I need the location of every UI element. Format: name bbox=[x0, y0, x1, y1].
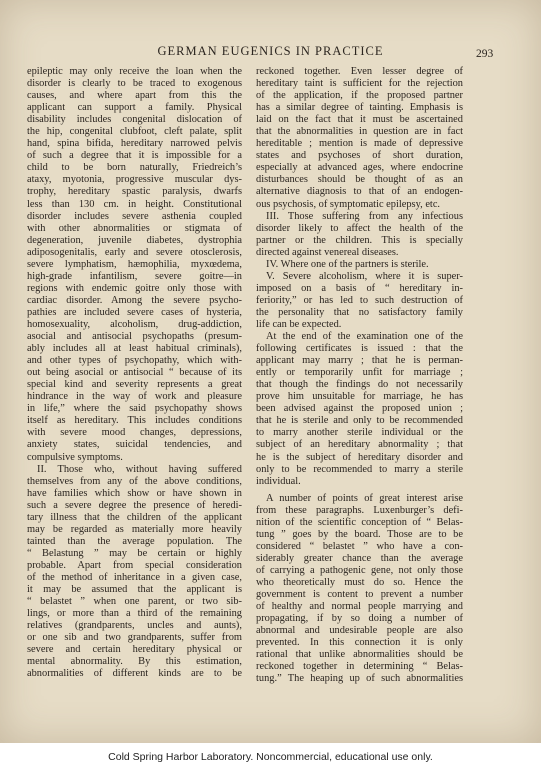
text-line: reckoned together in determining “ Belas- bbox=[256, 661, 463, 673]
text-line: ently or temporarily unfit for marriage ; bbox=[256, 367, 463, 379]
text-line: and other types of psychopathy, which with- bbox=[27, 355, 242, 367]
text-line: severe lymphatism, hæmophilia, myxœdema, bbox=[27, 258, 242, 270]
text-line: relatives (grandparents, uncles and aunts), bbox=[27, 620, 242, 632]
text-line: have families which show or have shown in bbox=[27, 487, 242, 499]
text-line: especially at advanced ages, where endocrine bbox=[256, 162, 463, 174]
text-line: regions with endemic goitre only those with bbox=[27, 282, 242, 294]
left-text-column bbox=[27, 66, 242, 680]
text-line: tainted than the average population. The bbox=[27, 535, 242, 547]
text-line: such a severe degree the presence of heredi- bbox=[27, 499, 242, 511]
text-line: anxiety states, suicidal tendencies, and bbox=[27, 439, 242, 451]
text-line: “ Belastung ” may be certain or highly bbox=[27, 547, 242, 559]
right-text-column bbox=[256, 66, 463, 685]
text-line: or one sib and two grandparents, suffer from bbox=[27, 632, 242, 644]
text-line: trophy, hereditary spastic paralysis, dwarfs bbox=[27, 186, 242, 198]
text-line: ataxy, myotonia, progressive muscular dys- bbox=[27, 174, 242, 186]
text-line: he is the subject of hereditary disorder and bbox=[256, 451, 463, 463]
text-line: following certificates is issued : that the bbox=[256, 343, 463, 355]
text-line: states and psychoses of short duration, bbox=[256, 150, 463, 162]
text-line: considered “ belastet ” who have a con- bbox=[256, 540, 463, 552]
text-line: applicant may marry ; that he is perman- bbox=[256, 355, 463, 367]
text-line: of carrying a pathogenic gene, not only those bbox=[256, 564, 463, 576]
text-line: abnormalities of different kinds are to be bbox=[27, 668, 242, 680]
text-line: cardiac disorder. Among the severe psycho- bbox=[27, 294, 242, 306]
text-line: life can be expected. bbox=[256, 318, 342, 330]
text-line: disorder likely to affect the health of the bbox=[256, 222, 463, 234]
text-line: prove him unsuitable for marriage, he has bbox=[256, 391, 463, 403]
text-line: ably includes all at least habitual criminals), bbox=[27, 343, 242, 355]
text-line: laid on the fact that it must be ascertained bbox=[256, 114, 463, 126]
text-line: V. Severe alcoholism, where it is super- bbox=[266, 270, 463, 282]
text-line: of the method of inheritance in a given case, bbox=[27, 571, 242, 583]
text-line: hereditary taint is sufficient for the rejection bbox=[256, 78, 463, 90]
text-line: applicant can support a family. Physical bbox=[27, 102, 242, 114]
text-line: to marry another sterile individual or the bbox=[256, 427, 463, 439]
text-line: disorder includes severe asthenia coupled bbox=[27, 210, 242, 222]
text-line: reckoned together. Even lesser degree of bbox=[256, 66, 463, 77]
text-line: special kind and severity represents a great bbox=[27, 379, 242, 391]
text-line: asocial and antisocial psychopaths (presum- bbox=[27, 331, 242, 343]
text-line: been advised against the proposed union ; bbox=[256, 403, 463, 415]
text-line: hand, spina bifida, hereditary narrowed pelvis bbox=[27, 138, 242, 150]
text-line: alternative diagnosis to that of an endogen- bbox=[256, 186, 463, 198]
page-number: 293 bbox=[476, 48, 494, 60]
text-line: compulsive symptoms. bbox=[27, 451, 123, 463]
text-line: with other abnormalities or stigmata of bbox=[27, 222, 242, 234]
text-line: only to be recommended to marry a sterile bbox=[256, 463, 463, 475]
text-line: the hip, congenital clubfoot, cleft palate, split bbox=[27, 126, 242, 138]
text-line: disability includes congenital dislocation of bbox=[27, 114, 242, 126]
text-line: out being asocial or antisocial “ because of its bbox=[27, 367, 242, 379]
text-line: from these paragraphs. Luxenburger’s defi- bbox=[256, 504, 463, 516]
text-line: probable. Apart from special consideration bbox=[27, 559, 242, 571]
text-line: directed against venereal diseases. bbox=[256, 246, 399, 258]
text-line: lings, or more than a third of the remaining bbox=[27, 608, 242, 620]
text-line: the personality that no satisfactory family bbox=[256, 306, 463, 318]
text-line: propagating, if by so doing a number of bbox=[256, 613, 463, 625]
text-line: individual. bbox=[256, 475, 301, 487]
text-line: severe and certain hereditary physical or bbox=[27, 644, 242, 656]
text-line: with severe mood changes, depressions, bbox=[27, 427, 242, 439]
text-line: ous psychosis, of symptomatic epilepsy, etc. bbox=[256, 198, 441, 210]
text-line: that though the findings do not necessarily bbox=[256, 379, 463, 391]
text-line: pathies are included severe cases of hysteria, bbox=[27, 306, 242, 318]
text-line: At the end of the examination one of the bbox=[266, 331, 463, 343]
text-line: of the application, if the proposed partner bbox=[256, 90, 463, 102]
text-line: rational that unlike abnormalities should be bbox=[256, 649, 463, 661]
text-line: partner or the children. This is specially bbox=[256, 234, 463, 246]
text-line: A number of points of great interest arise bbox=[266, 492, 463, 504]
text-line: of such a degree that it is impossible for a bbox=[27, 150, 242, 162]
text-line: nition of the scientific conception of “ Belas- bbox=[256, 516, 463, 528]
running-title: GERMAN EUGENICS IN PRACTICE bbox=[157, 44, 384, 58]
text-line: prevented. In this connection it is only bbox=[256, 637, 463, 649]
text-line: disorder is clearly to be traced to exogenous bbox=[27, 78, 242, 90]
text-line: hereditable ; mention is made of depressive bbox=[256, 138, 463, 150]
text-line: in life,” where the said psychopathy shows bbox=[27, 403, 242, 415]
text-line: IV. Where one of the partners is sterile. bbox=[266, 258, 429, 270]
text-line: government is content to prevent a number bbox=[256, 589, 463, 601]
text-line: has a similar degree of tainting. Emphasis is bbox=[256, 102, 463, 114]
text-line: tung.” The heaping up of such abnormalities bbox=[256, 673, 463, 685]
text-line: child to be born naturally, Friedreich’s bbox=[27, 162, 242, 174]
text-line: tung ” goes by the board. Those are to be bbox=[256, 528, 463, 540]
text-line: adiposogenitalis, early and severe otosclerosis, bbox=[27, 246, 242, 258]
text-line: feriority,” or has led to such destruction of bbox=[256, 294, 463, 306]
text-line: III. Those suffering from any infectious bbox=[266, 210, 463, 222]
text-line: imposed on a basis of “ hereditary in- bbox=[256, 282, 463, 294]
text-line: less than 130 cm. in height. Constitutional bbox=[27, 198, 242, 210]
text-line: may be regarded as materially more heavily bbox=[27, 523, 242, 535]
text-line: it may be assumed that the applicant is bbox=[27, 584, 242, 596]
text-line: causes, and where apart from this the bbox=[27, 90, 242, 102]
text-line: themselves from any of the above conditions, bbox=[27, 475, 242, 487]
text-line: tary illness that the children of the applicant bbox=[27, 511, 242, 523]
text-line: high-grade infantilism, severe goitre—in bbox=[27, 270, 242, 282]
text-line: of healthy and normal people marrying and bbox=[256, 601, 463, 613]
text-line: “ belastet ” when one parent, or two sib- bbox=[27, 596, 242, 608]
text-line: who theoretically must do so. Hence the bbox=[256, 576, 463, 588]
text-line: II. Those who, without having suffered bbox=[37, 463, 242, 475]
text-line: epileptic may only receive the loan when the bbox=[27, 66, 242, 77]
text-line: siderably greater chance than the average bbox=[256, 552, 463, 564]
text-line: abnormal and undesirable people are also bbox=[256, 625, 463, 637]
text-line: itself as hereditary. This includes conditions bbox=[27, 415, 242, 427]
text-line: that he is sterile and only to be recommended bbox=[256, 415, 463, 427]
archive-credit: Cold Spring Harbor Laboratory. Noncommercial, educational use only. bbox=[108, 751, 433, 763]
text-line: that the abnormalities in question are in fact bbox=[256, 126, 463, 138]
text-line: disturbances should be thought of as an bbox=[256, 174, 463, 186]
text-line: mental abnormality. By this estimation, bbox=[27, 656, 242, 668]
text-line: homosexuality, alcoholism, drug-addiction, bbox=[27, 318, 242, 330]
text-line: hindrance in the way of work and pleasure bbox=[27, 391, 242, 403]
text-line: degeneration, juvenile diabetes, dystrophia bbox=[27, 234, 242, 246]
text-line: subject of an hereditary abnormality ; that bbox=[256, 439, 463, 451]
